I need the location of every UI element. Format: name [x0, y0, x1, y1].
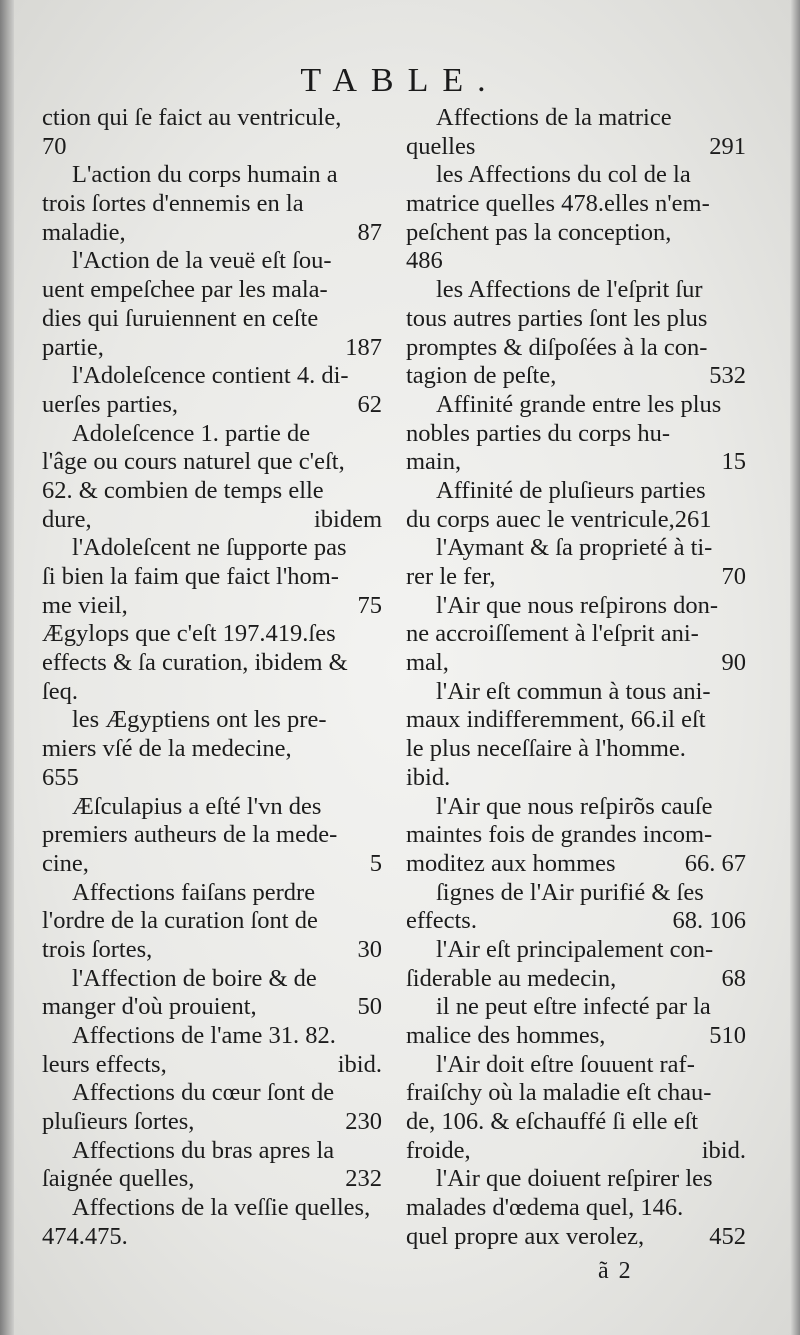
- index-line: [406, 534, 746, 563]
- index-line: [42, 305, 382, 334]
- index-entry-text: quel propre aux verolez,: [406, 1222, 645, 1250]
- index-entry-text: l'ordre de la curation ſont de: [42, 907, 318, 935]
- index-line: [42, 1108, 382, 1137]
- index-line: [406, 362, 746, 391]
- index-line: [42, 764, 382, 793]
- index-entry-text: maintes fois de grandes incom-: [406, 821, 713, 849]
- index-entry-text: 655: [42, 763, 79, 791]
- index-entry-text: ſignes de l'Air purifié & ſes: [436, 878, 704, 906]
- index-line: [406, 276, 746, 305]
- index-entry-text: Affections du bras apres la: [72, 1136, 335, 1164]
- index-line: [42, 879, 382, 908]
- index-entry-text: ction qui ſe faict au ventricule,: [42, 104, 342, 131]
- index-entry-text: ſeq.: [42, 677, 79, 705]
- index-line: [42, 706, 382, 735]
- index-entry-text: leurs effects,: [42, 1050, 167, 1078]
- index-entry-text: effects & ſa curation, ibidem &: [42, 649, 348, 677]
- index-line: [42, 161, 382, 190]
- index-entry-text: effects.: [406, 907, 477, 935]
- index-entry-text: Adoleſcence 1. partie de: [72, 419, 311, 447]
- index-entry-text: premiers autheurs de la mede-: [42, 821, 338, 849]
- index-line: [406, 247, 746, 276]
- index-entry-text: Affections de l'ame 31. 82.: [72, 1022, 336, 1049]
- index-line: [406, 563, 746, 592]
- index-entry-text: ſiderable au medecin,: [406, 964, 617, 992]
- index-line: [406, 391, 746, 420]
- index-entry-text: l'Air eſt principalement con-: [436, 935, 714, 963]
- index-entry-page-ref: 68. 106: [672, 907, 746, 935]
- index-entry-text: 486: [406, 247, 443, 275]
- index-line: [42, 793, 382, 822]
- index-line: [42, 735, 382, 764]
- index-entry-text: ibid.: [406, 763, 451, 791]
- index-line: [42, 965, 382, 994]
- index-entry-page-ref: 291: [709, 132, 746, 160]
- index-line: [406, 161, 746, 190]
- index-line: [42, 563, 382, 592]
- index-entry-text: trois ſortes d'ennemis en la: [42, 190, 304, 218]
- index-line: [42, 477, 382, 506]
- index-entry-text: quelles: [406, 132, 476, 160]
- index-line: [42, 936, 382, 965]
- index-line: [42, 1137, 382, 1166]
- index-entry-text: ſaignée quelles,: [42, 1165, 195, 1193]
- index-line: [406, 1079, 746, 1108]
- index-line: [406, 850, 746, 879]
- index-line: [42, 247, 382, 276]
- index-line: [406, 1165, 746, 1194]
- index-entry-text: matrice quelles 478.elles n'em-: [406, 190, 710, 218]
- index-line: [406, 1137, 746, 1166]
- index-line: [406, 1108, 746, 1137]
- index-entry-text: fraiſchy où la maladie eſt chau-: [406, 1079, 712, 1107]
- index-entry-text: l'Affection de boire & de: [72, 964, 317, 992]
- index-entry-text: maux indifferemment, 66.il eſt: [406, 706, 706, 734]
- index-entry-text: les Affections de l'eſprit ſur: [436, 276, 703, 304]
- index-entry-text: ne accroiſſement à l'eſprit ani-: [406, 620, 699, 648]
- index-line: [42, 1165, 382, 1194]
- index-entry-text: uerſes parties,: [42, 390, 179, 418]
- index-line: [406, 907, 746, 936]
- index-entry-page-ref: ibid.: [701, 1136, 746, 1164]
- index-line: [42, 1051, 382, 1080]
- index-entry-text: peſchent pas la conception,: [406, 218, 672, 246]
- index-line: [406, 649, 746, 678]
- index-entry-text: cine,: [42, 849, 89, 877]
- index-line: [406, 879, 746, 908]
- index-line: [406, 936, 746, 965]
- index-line: [42, 276, 382, 305]
- index-line: [42, 133, 382, 162]
- index-line: [406, 993, 746, 1022]
- index-line: [406, 1022, 746, 1051]
- index-line: [42, 391, 382, 420]
- index-entry-text: malice des hommes,: [406, 1022, 606, 1049]
- index-entry-text: l'Air eſt commun à tous ani-: [436, 677, 711, 705]
- page-edge-left: [0, 0, 14, 1335]
- index-line: [406, 104, 746, 133]
- index-entry-text: Affections de la matrice: [436, 104, 672, 131]
- index-entry-page-ref: 30: [357, 935, 382, 963]
- index-entry-text: rer le fer,: [406, 563, 496, 590]
- index-entry-text: mal,: [406, 649, 449, 677]
- index-entry-text: tous autres parties ſont les plus: [406, 304, 708, 332]
- index-line: [406, 965, 746, 994]
- index-entry-text: 474.475.: [42, 1222, 128, 1250]
- index-line: [42, 420, 382, 449]
- index-line: [406, 1051, 746, 1080]
- index-entry-page-ref: 66. 67: [684, 849, 746, 877]
- index-entry-text: dure,: [42, 505, 92, 533]
- index-entry-text: nobles parties du corps hu-: [406, 419, 670, 447]
- index-line: [42, 678, 382, 707]
- index-line: [42, 649, 382, 678]
- index-entry-text: miers vſé de la medecine,: [42, 735, 292, 763]
- index-line: [42, 1079, 382, 1108]
- index-entry-text: pluſieurs ſortes,: [42, 1108, 195, 1136]
- index-entry-text: froide,: [406, 1136, 471, 1164]
- index-entry-page-ref: 510: [709, 1022, 746, 1049]
- index-entry-text: l'âge ou cours naturel que c'eſt,: [42, 448, 345, 476]
- index-line: [42, 534, 382, 563]
- index-line: [42, 1022, 382, 1051]
- index-line: [406, 506, 746, 535]
- index-entry-text: l'Action de la veuë eſt ſou-: [72, 247, 332, 275]
- index-entry-text: 62. & combien de temps elle: [42, 476, 324, 504]
- index-line: [42, 219, 382, 248]
- index-entry-text: l'Air que nous reſpirons don-: [436, 591, 719, 619]
- index-line: [42, 190, 382, 219]
- index-entry-page-ref: 230: [345, 1108, 382, 1136]
- index-line: [406, 1194, 746, 1223]
- index-entry-text: il ne peut eſtre infecté par la: [436, 993, 711, 1021]
- index-line: [42, 1223, 382, 1252]
- index-line: [406, 706, 746, 735]
- index-line: [406, 305, 746, 334]
- index-entry-page-ref: 68: [721, 964, 746, 992]
- index-line: [406, 133, 746, 162]
- index-column-right: [406, 104, 746, 1252]
- index-line: [406, 448, 746, 477]
- index-entry-text: Affinité grande entre les plus: [436, 390, 722, 418]
- index-line: [406, 735, 746, 764]
- index-line: [406, 420, 746, 449]
- index-entry-text: les Affections du col de la: [436, 161, 691, 189]
- index-line: [42, 821, 382, 850]
- index-entry-text: promptes & diſpoſées à la con-: [406, 333, 708, 361]
- index-entry-text: l'Air que nous reſpirõs cauſe: [436, 792, 713, 820]
- index-entry-text: trois ſortes,: [42, 935, 153, 963]
- index-line: [42, 362, 382, 391]
- index-entry-page-ref: 232: [345, 1165, 382, 1193]
- index-entry-text: l'Aymant & ſa proprieté à ti-: [436, 534, 713, 562]
- index-line: [406, 793, 746, 822]
- index-entry-text: me vieil,: [42, 591, 128, 619]
- index-entry-page-ref: 70: [721, 563, 746, 590]
- index-line: [406, 592, 746, 621]
- index-entry-page-ref: 452: [709, 1222, 746, 1250]
- index-entry-text: l'Air doit eſtre ſouuent raf-: [436, 1050, 695, 1078]
- index-entry-text: le plus neceſſaire à l'homme.: [406, 735, 686, 763]
- index-line: [42, 850, 382, 879]
- index-entry-text: manger d'où prouient,: [42, 993, 257, 1021]
- index-line: [42, 448, 382, 477]
- index-line: [42, 592, 382, 621]
- index-entry-text: L'action du corps humain a: [72, 161, 338, 189]
- index-entry-text: Affections de la veſſie quelles,: [72, 1194, 371, 1222]
- index-entry-page-ref: 50: [357, 993, 382, 1021]
- index-line: [42, 1194, 382, 1223]
- index-entry-text: l'Adoleſcence contient 4. di-: [72, 362, 349, 390]
- index-line: [42, 993, 382, 1022]
- index-entry-text: les Ægyptiens ont les pre-: [72, 706, 327, 734]
- index-entry-page-ref: ibid.: [337, 1050, 382, 1078]
- index-entry-text: main,: [406, 448, 462, 476]
- index-entry-text: l'Air que doiuent reſpirer les: [436, 1165, 713, 1193]
- index-line: [42, 620, 382, 649]
- index-entry-text: malades d'œdema quel, 146.: [406, 1194, 684, 1222]
- index-entry-page-ref: 15: [721, 448, 746, 476]
- index-column-left: [42, 104, 382, 1252]
- index-line: [406, 477, 746, 506]
- index-line: [42, 334, 382, 363]
- index-line: [42, 104, 382, 133]
- index-entry-text: de, 106. & eſchauffé ſi elle eſt: [406, 1108, 699, 1136]
- page-title: TABLE.: [300, 62, 500, 99]
- index-entry-text: moditez aux hommes: [406, 849, 616, 877]
- index-entry-page-ref: 532: [709, 362, 746, 390]
- index-entry-page-ref: 62: [357, 390, 382, 418]
- index-entry-text: maladie,: [42, 218, 126, 246]
- page-edge-right: [790, 0, 800, 1335]
- index-entry-text: uent empeſchee par les mala-: [42, 276, 328, 304]
- index-entry-text: tagion de peſte,: [406, 362, 557, 390]
- index-line: [406, 190, 746, 219]
- index-entry-text: Affections du cœur ſont de: [72, 1079, 335, 1107]
- index-entry-text: Affinité de pluſieurs parties: [436, 476, 706, 504]
- index-line: [406, 821, 746, 850]
- signature-mark: ã 2: [598, 1258, 633, 1284]
- index-entry-text: ſi bien la faim que faict l'hom-: [42, 563, 339, 590]
- index-entry-text: Æſculapius a eſté l'vn des: [72, 792, 322, 820]
- index-entry-page-ref: 5: [369, 849, 382, 877]
- index-entry-text: du corps auec le ventricule,261: [406, 505, 712, 533]
- index-entry-page-ref: 187: [345, 333, 382, 361]
- index-entry-page-ref: 75: [357, 591, 382, 619]
- index-line: [406, 1223, 746, 1252]
- index-entry-text: Ægylops que c'eſt 197.419.ſes: [42, 620, 336, 648]
- index-line: [406, 620, 746, 649]
- index-line: [42, 907, 382, 936]
- index-line: [406, 764, 746, 793]
- index-entry-text: Affections faiſans perdre: [72, 878, 316, 906]
- index-line: [406, 334, 746, 363]
- index-entry-text: l'Adoleſcent ne ſupporte pas: [72, 534, 347, 562]
- index-entry-page-ref: 90: [721, 649, 746, 677]
- index-entry-text: partie,: [42, 333, 104, 361]
- index-entry-page-ref: 87: [357, 218, 382, 246]
- index-line: [406, 219, 746, 248]
- index-entry-page-ref: ibidem: [313, 505, 382, 533]
- index-line: [406, 678, 746, 707]
- index-entry-text: 70: [42, 132, 67, 160]
- index-entry-text: dies qui ſuruiennent en ceſte: [42, 304, 319, 332]
- index-line: [42, 506, 382, 535]
